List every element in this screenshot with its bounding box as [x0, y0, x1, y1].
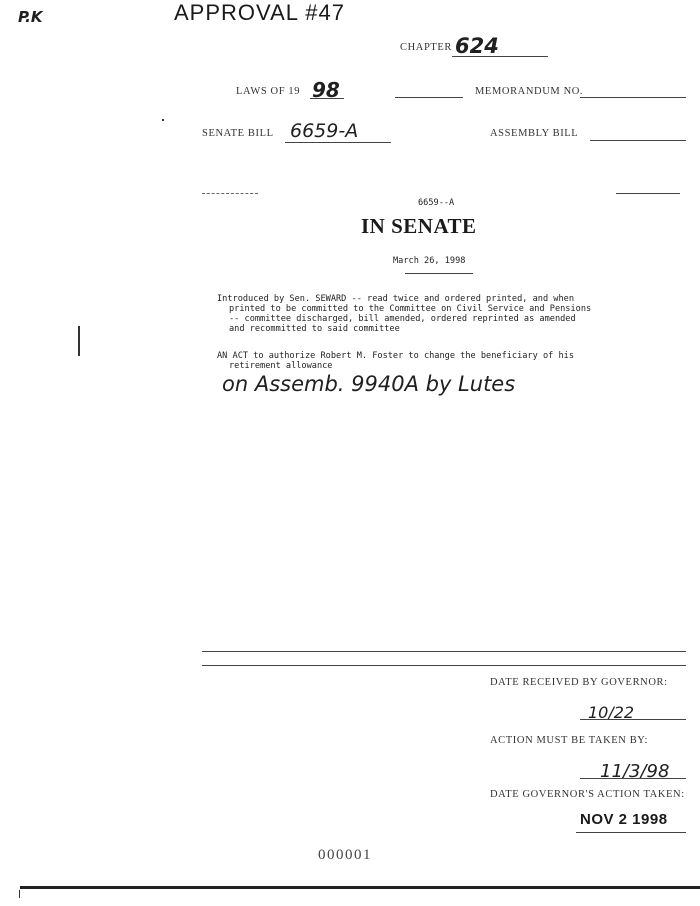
received-line — [580, 719, 686, 720]
intro-line-2: printed to be committed to the Committee on Civil Service and Pensions — [229, 304, 592, 314]
chapter-label: CHAPTER — [400, 42, 453, 53]
laws-blank-line — [395, 97, 463, 98]
action-taken-line — [576, 832, 686, 833]
handwritten-assembly-note: on Assemb. 9940A by Lutes — [222, 372, 516, 396]
rule-lower — [202, 665, 686, 666]
action-by-label: ACTION MUST BE TAKEN BY: — [490, 735, 649, 746]
chapter-value: 624 — [455, 34, 499, 58]
approval-heading: APPROVAL #47 — [174, 0, 345, 25]
bill-date-rule — [405, 273, 473, 274]
intro-line-1: Introduced by Sen. SEWARD -- read twice and ordered printed, and when — [217, 294, 574, 304]
received-label: DATE RECEIVED BY GOVERNOR: — [490, 677, 668, 688]
received-value: 10/22 — [588, 703, 635, 722]
laws-label: LAWS OF 19 — [236, 86, 301, 97]
right-short-rule — [616, 193, 680, 194]
left-short-rule — [202, 193, 258, 194]
action-taken-stamp: NOV 2 1998 — [580, 811, 668, 828]
bill-number: 6659--A — [418, 198, 455, 208]
laws-value: 98 — [312, 78, 340, 102]
bill-date: March 26, 1998 — [393, 256, 466, 266]
senate-bill-value: 6659-A — [290, 120, 359, 142]
margin-dot — [162, 119, 164, 121]
action-by-value: 11/3/98 — [600, 761, 670, 782]
memorandum-line — [580, 97, 686, 98]
chapter-underline — [452, 56, 548, 57]
page-number: 000001 — [318, 847, 372, 863]
bottom-heavy-rule — [20, 886, 700, 889]
intro-line-3: -- committee discharged, bill amended, ordered reprinted as amended — [229, 314, 576, 324]
assembly-bill-line — [590, 140, 686, 141]
bottom-left-mark — [19, 890, 20, 898]
memorandum-label: MEMORANDUM NO. — [475, 86, 584, 97]
action-by-line — [580, 778, 686, 779]
laws-underline — [310, 98, 344, 99]
senate-bill-underline — [285, 142, 391, 143]
intro-line-4: and recommitted to said committee — [229, 324, 400, 334]
rule-upper — [202, 651, 686, 652]
assembly-bill-label: ASSEMBLY BILL — [490, 128, 579, 139]
margin-mark — [78, 326, 80, 356]
act-line-1: AN ACT to authorize Robert M. Foster to change the beneficiary of his — [217, 351, 574, 361]
corner-initials: P.K — [18, 8, 43, 26]
action-taken-label: DATE GOVERNOR'S ACTION TAKEN: — [490, 789, 685, 800]
act-line-2: retirement allowance — [229, 361, 333, 371]
senate-bill-label: SENATE BILL — [202, 128, 274, 139]
house-title: IN SENATE — [361, 214, 477, 238]
